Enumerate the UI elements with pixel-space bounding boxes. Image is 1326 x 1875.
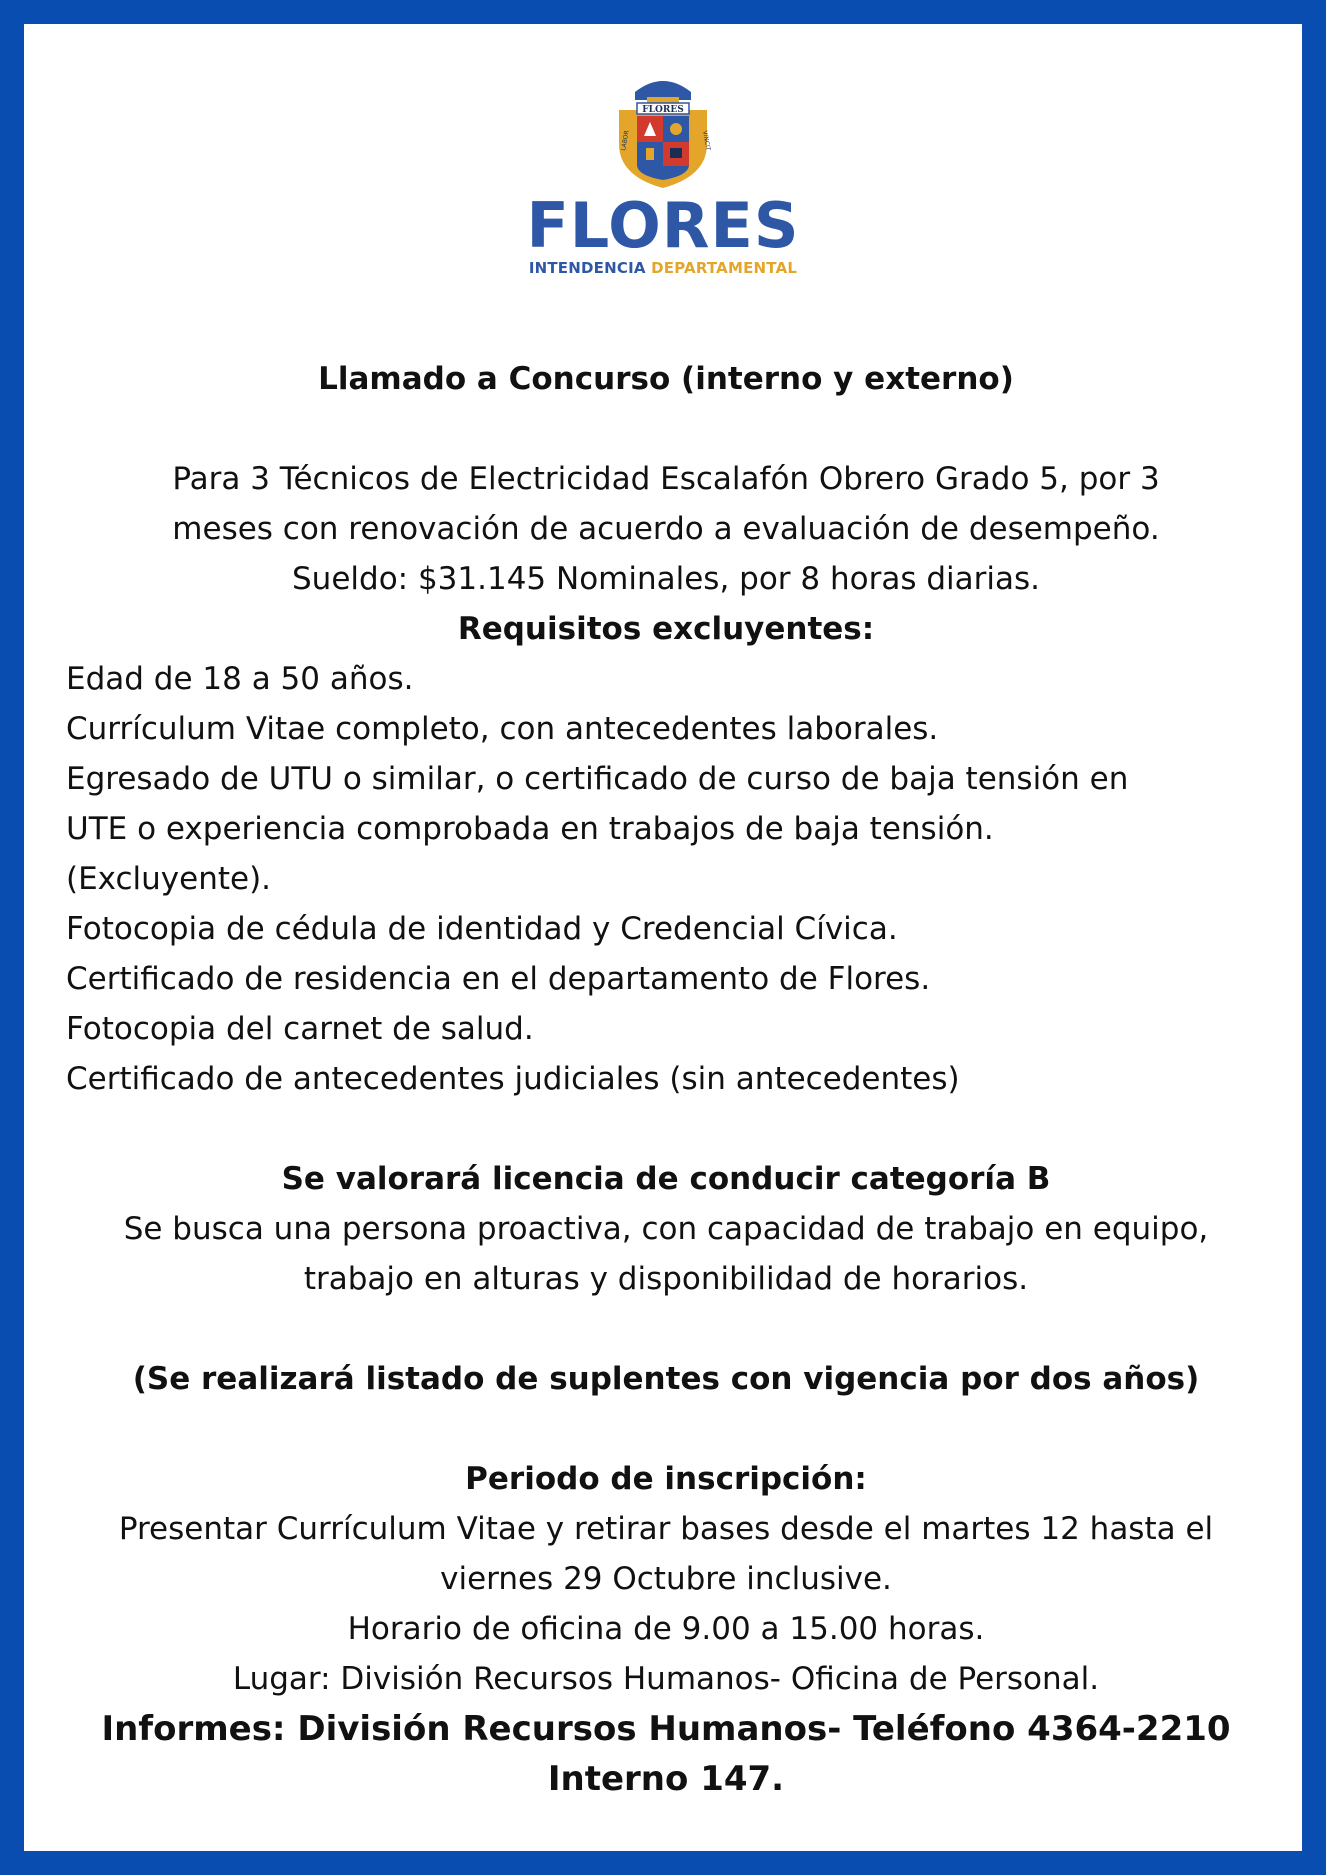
intro-line: Sueldo: $31.145 Nominales, por 8 horas diarias.: [292, 561, 1040, 597]
periodo-heading: Periodo de inscripción:: [465, 1461, 867, 1497]
valora-heading: Se valorará licencia de conducir categoría B: [281, 1161, 1051, 1197]
logo-subtitle-b: DEPARTAMENTAL: [651, 259, 798, 277]
coat-of-arms-icon: [613, 76, 713, 191]
requisito-item: UTE o experiencia comprobada en trabajos de baja tensión.: [66, 811, 994, 847]
periodo-line: viernes 29 Octubre inclusive.: [440, 1561, 892, 1597]
intro-block: [66, 454, 1266, 604]
suplentes-note: (Se realizará listado de suplentes con vigencia por dos años): [132, 1361, 1200, 1397]
flyer-content: [66, 354, 1266, 1804]
requisito-item: Egresado de UTU o similar, o certificado de curso de baja tensión en: [66, 761, 1129, 797]
intro-line: Para 3 Técnicos de Electricidad Escalafón Obrero Grado 5, por 3: [172, 461, 1160, 497]
svg-text:LABOR: LABOR: [620, 129, 631, 152]
periodo-line: Lugar: División Recursos Humanos- Oficina de Personal.: [232, 1661, 1100, 1697]
requisito-item: Certificado de antecedentes judiciales (sin antecedentes): [66, 1061, 960, 1097]
valora-line: trabajo en alturas y disponibilidad de horarios.: [303, 1261, 1029, 1297]
requisito-item: Currículum Vitae completo, con antecedentes laborales.: [66, 711, 939, 747]
shield-text: FLORES: [642, 105, 684, 115]
logo-subtitle-a: INTENDENCIA: [528, 259, 652, 277]
requisito-item: Edad de 18 a 50 años.: [66, 661, 414, 697]
periodo-line: Presentar Currículum Vitae y retirar bases desde el martes 12 hasta el: [118, 1511, 1214, 1547]
requisito-item: Fotocopia de cédula de identidad y Credencial Cívica.: [66, 911, 898, 947]
requisitos-list: [66, 654, 1266, 1104]
logo-subtitle: [24, 259, 1302, 277]
svg-text:VINCIT: VINCIT: [701, 130, 712, 152]
informes-line: Interno 147.: [547, 1759, 785, 1799]
flyer-title: Llamado a Concurso (interno y externo): [318, 361, 1014, 397]
requisito-item: Fotocopia del carnet de salud.: [66, 1011, 534, 1047]
periodo-line: Horario de oficina de 9.00 a 15.00 horas.: [347, 1611, 985, 1647]
intro-line: meses con renovación de acuerdo a evaluación de desempeño.: [172, 511, 1160, 547]
requisitos-heading: Requisitos excluyentes:: [457, 611, 875, 647]
logo: [24, 76, 1302, 277]
informes-line: Informes: División Recursos Humanos- Teléfono 4364-2210: [101, 1709, 1231, 1749]
logo-wordmark: FLORES: [526, 189, 800, 262]
requisito-item: Certificado de residencia en el departamento de Flores.: [66, 961, 931, 997]
valora-line: Se busca una persona proactiva, con capacidad de trabajo en equipo,: [123, 1211, 1209, 1247]
requisito-item: (Excluyente).: [66, 861, 272, 897]
